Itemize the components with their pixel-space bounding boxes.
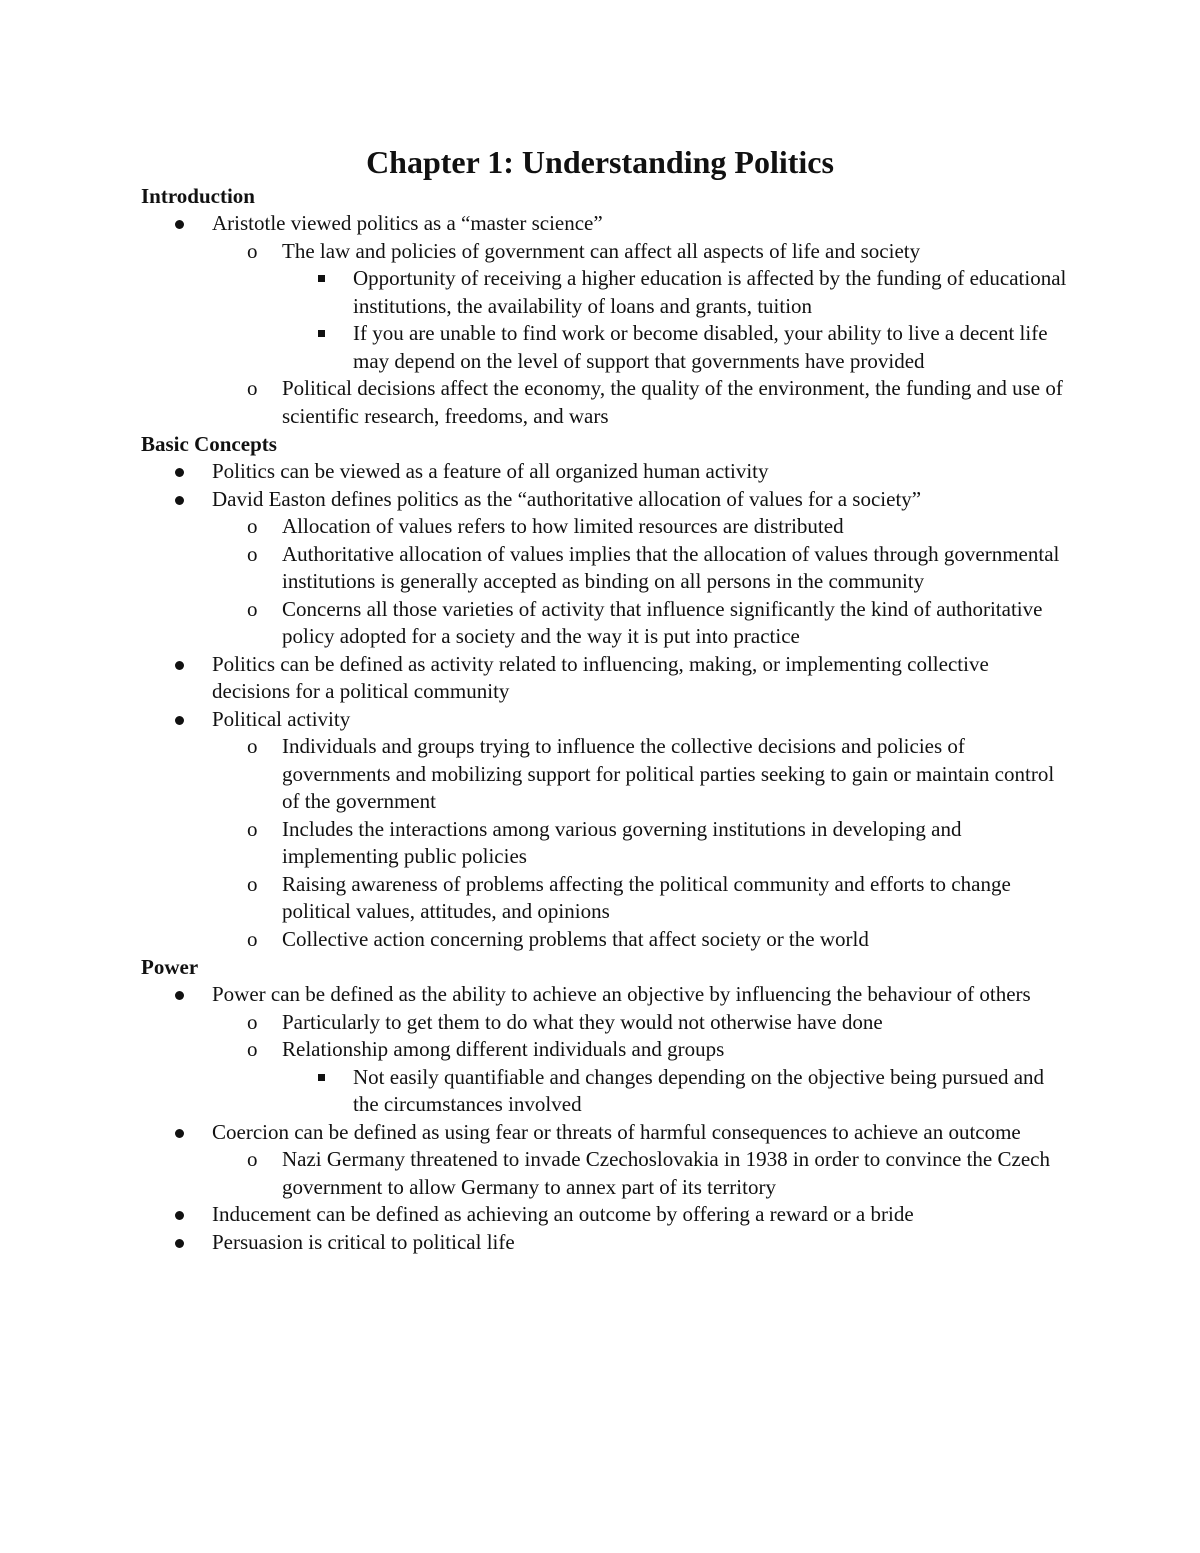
bullet-square-icon [318, 275, 325, 282]
bullet-disc-icon [175, 661, 184, 670]
page-title: Chapter 1: Understanding Politics [366, 144, 834, 180]
section-heading: Introduction [141, 184, 255, 208]
list-item [141, 733, 1071, 816]
bullet-disc-icon [175, 716, 184, 725]
bullet-disc-icon [175, 220, 184, 229]
list-item [141, 541, 1071, 596]
list-item [141, 238, 1071, 266]
list-item-text: Inducement can be defined as achieving an outcome by offering a reward or a bride [212, 1202, 914, 1226]
list-item [141, 210, 1071, 238]
list-item [141, 871, 1071, 926]
bullet-disc-icon [175, 991, 184, 1000]
list-item [141, 1201, 1071, 1229]
list-item [141, 981, 1071, 1009]
list-item-text: The law and policies of government can affect all aspects of life and society [282, 238, 921, 263]
bullet-disc-icon [175, 468, 184, 477]
list-item [141, 265, 1071, 320]
list-item-text: Concerns all those varieties of activity that influence significantly the kind of authoritative policy adopted for a society and the way it is put into practice [282, 596, 1043, 648]
bullet-circle-icon: o [247, 514, 258, 538]
list-item-text: Political activity [212, 706, 351, 731]
list-item-text: Particularly to get them to do what they would not otherwise have done [282, 1009, 883, 1034]
list-item-text: Allocation of values refers to how limited resources are distributed [282, 514, 844, 538]
list-item [141, 1229, 1071, 1257]
list-item-text: Relationship among different individuals and groups [282, 1037, 725, 1061]
list-item [141, 458, 1071, 486]
bullet-circle-icon: o [247, 1037, 258, 1061]
bullet-circle-icon: o [247, 1147, 258, 1171]
list-item-text: Power can be defined as the ability to achieve an objective by influencing the behaviour of others [212, 982, 1031, 1006]
list-item [141, 816, 1071, 871]
bullet-circle-icon: o [247, 596, 258, 621]
list-item-text: Not easily quantifiable and changes depending on the objective being pursued and the circumstances involved [353, 1064, 1045, 1116]
bullet-circle-icon: o [247, 376, 258, 400]
list-item-text: Individuals and groups trying to influence the collective decisions and policies of governments and mobilizing support for political parties seeking to gain or maintain control of the government [282, 734, 1055, 813]
bullet-disc-icon [175, 1211, 184, 1220]
list-item-text: Opportunity of receiving a higher education is affected by the funding of educational institutions, the availability of loans and grants, tuition [353, 266, 1067, 318]
list-item [141, 375, 1071, 430]
section-heading: Power [141, 955, 199, 979]
list-item [141, 596, 1071, 651]
bullet-circle-icon: o [247, 541, 258, 566]
list-item [141, 1036, 1071, 1064]
list-item [141, 1146, 1071, 1201]
list-item-text: Political decisions affect the economy, the quality of the environment, the funding and use of scientific research, freedoms, and wars [282, 376, 1063, 428]
list-item-text: David Easton defines politics as the “authoritative allocation of values for a society” [212, 486, 922, 511]
list-item [141, 513, 1071, 541]
list-item [141, 706, 1071, 734]
list-item-text: Persuasion is critical to political life [212, 1229, 515, 1254]
list-item-text: Politics can be defined as activity related to influencing, making, or implementing collective decisions for a political community [212, 651, 989, 703]
list-item [141, 1119, 1071, 1147]
section-heading: Basic Concepts [141, 432, 277, 456]
list-item-text: Politics can be viewed as a feature of all organized human activity [212, 459, 769, 483]
bullet-circle-icon: o [247, 871, 258, 896]
list-item-text: Raising awareness of problems affecting the political community and efforts to change political values, attitudes, and opinions [282, 871, 1011, 923]
list-item-text: Aristotle viewed politics as a “master science” [212, 211, 603, 235]
list-item-text: If you are unable to find work or become disabled, your ability to live a decent life may depend on the level of support that governments have provided [353, 321, 1048, 373]
list-item [141, 486, 1071, 514]
list-item [141, 651, 1071, 706]
list-item-text: Collective action concerning problems that affect society or the world [282, 926, 869, 951]
bullet-circle-icon: o [247, 816, 258, 841]
bullet-list [141, 458, 1071, 953]
bullet-circle-icon: o [247, 734, 258, 758]
document-body [141, 182, 1071, 1256]
bullet-square-icon [318, 330, 325, 337]
bullet-list [141, 210, 1071, 430]
bullet-circle-icon: o [247, 1009, 258, 1034]
list-item-text: Nazi Germany threatened to invade Czechoslovakia in 1938 in order to convince the Czech government to allow Germany to annex part of its territory [282, 1147, 1050, 1199]
list-item [141, 320, 1071, 375]
list-item [141, 1009, 1071, 1037]
list-item [141, 926, 1071, 954]
bullet-circle-icon: o [247, 926, 258, 951]
bullet-list [141, 981, 1071, 1256]
list-item [141, 1064, 1071, 1119]
bullet-square-icon [318, 1074, 325, 1081]
bullet-disc-icon [175, 496, 184, 505]
list-item-text: Coercion can be defined as using fear or threats of harmful consequences to achieve an outcome [212, 1119, 1021, 1144]
bullet-disc-icon [175, 1239, 184, 1248]
list-item-text: Authoritative allocation of values implies that the allocation of values through governmental institutions is generally accepted as binding on all persons in the community [282, 541, 1060, 593]
bullet-circle-icon: o [247, 238, 258, 263]
list-item-text: Includes the interactions among various governing institutions in developing and implementing public policies [282, 816, 962, 868]
bullet-disc-icon [175, 1129, 184, 1138]
